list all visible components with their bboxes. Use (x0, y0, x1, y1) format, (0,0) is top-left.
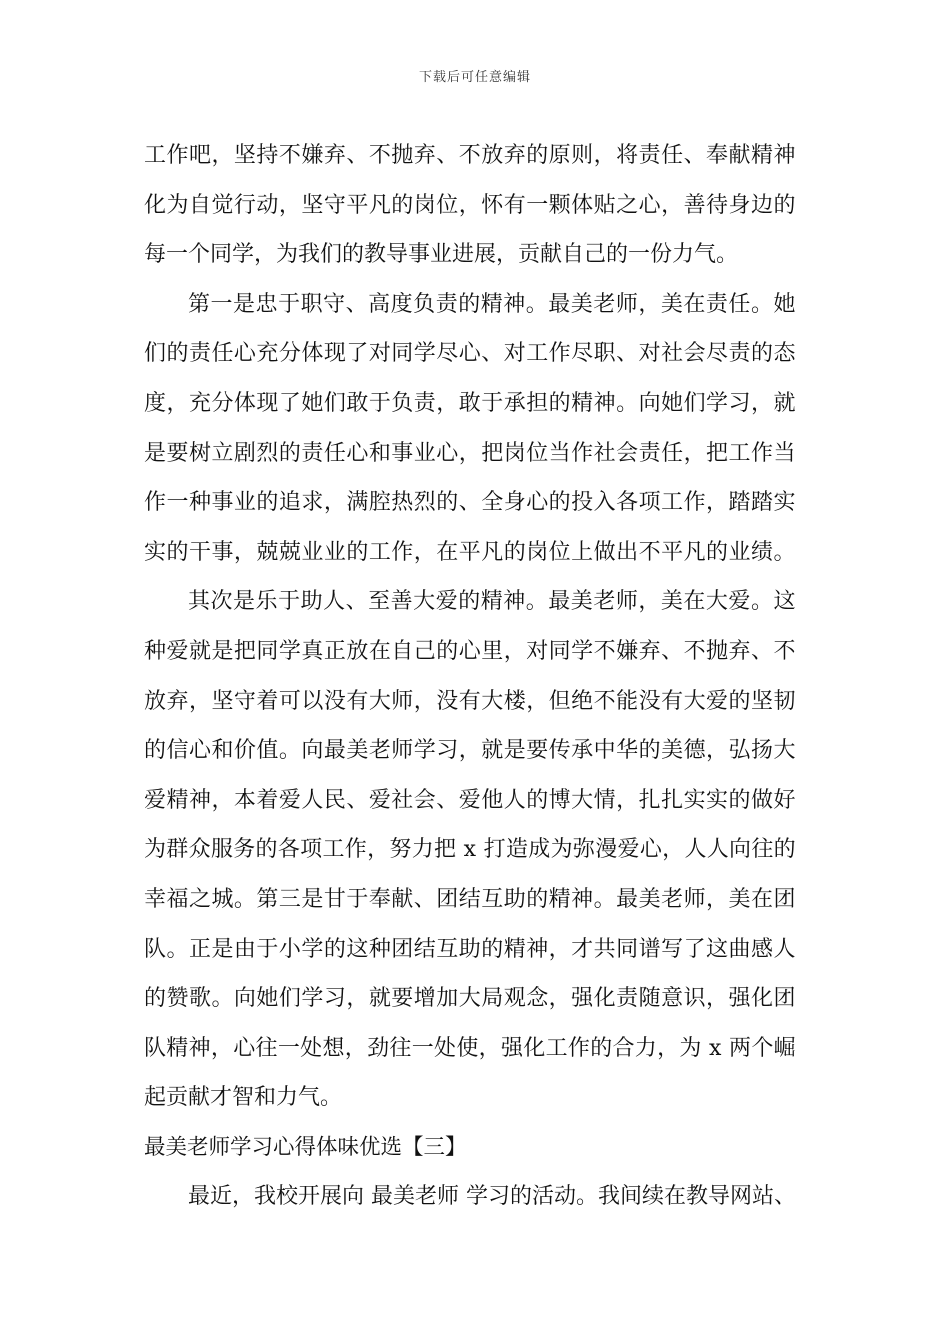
paragraph-line: 爱精神，本着爱人民、爱社会、爱他人的博大情，扎扎实实的做好 (144, 787, 796, 813)
paragraph-line: 为群众服务的各项工作，努力把 x 打造成为弥漫爱心，人人向往的 (144, 837, 796, 863)
paragraph-line: 第一是忠于职守、高度负责的精神。最美老师，美在责任。她 (188, 291, 796, 317)
paragraph-line: 队精神，心往一处想，劲往一处使，强化工作的合力，为 x 两个崛 (144, 1035, 796, 1061)
paragraph-line: 度，充分体现了她们敢于负责，敢于承担的精神。向她们学习，就 (144, 390, 796, 416)
paragraph-line: 放弃，坚守着可以没有大师，没有大楼，但绝不能没有大爱的坚韧 (144, 688, 796, 714)
paragraph-line: 最近，我校开展向 最美老师 学习的活动。我间续在教导网站、 (188, 1184, 796, 1210)
paragraph-line: 化为自觉行动，坚守平凡的岗位，怀有一颗体贴之心，善待身边的 (144, 192, 796, 218)
document-body (144, 131, 796, 1222)
paragraph-line: 实的干事，兢兢业业的工作，在平凡的岗位上做出不平凡的业绩。 (144, 539, 796, 565)
section-heading: 最美老师学习心得体味优选【三】 (144, 1134, 467, 1160)
paragraph-line: 幸福之城。第三是甘于奉献、团结互助的精神。最美老师，美在团 (144, 886, 796, 912)
paragraph-line: 起贡献才智和力气。 (144, 1085, 343, 1111)
page-header: 下载后可任意编辑 (418, 70, 531, 85)
paragraph-line: 作一种事业的追求，满腔热烈的、全身心的投入各项工作，踏踏实 (144, 490, 796, 516)
paragraph-line: 种爱就是把同学真正放在自己的心里，对同学不嫌弃、不抛弃、不 (144, 638, 796, 664)
paragraph-line: 工作吧，坚持不嫌弃、不抛弃、不放弃的原则，将责任、奉献精神 (144, 143, 796, 168)
paragraph-line: 队。正是由于小学的这种团结互助的精神，才共同谱写了这曲感人 (144, 936, 796, 962)
paragraph-line: 的赞歌。向她们学习，就要增加大局观念，强化责随意识，强化团 (144, 986, 796, 1012)
paragraph-line: 们的责任心充分体现了对同学尽心、对工作尽职、对社会尽责的态 (144, 341, 796, 367)
paragraph-line: 的信心和价值。向最美老师学习，就是要传承中华的美德，弘扬大 (144, 738, 796, 764)
paragraph-line: 是要树立剧烈的责任心和事业心，把岗位当作社会责任，把工作当 (144, 440, 796, 466)
paragraph-line: 其次是乐于助人、至善大爱的精神。最美老师，美在大爱。这 (188, 589, 796, 615)
paragraph-line: 每一个同学，为我们的教导事业进展，贡献自己的一份力气。 (144, 242, 739, 268)
